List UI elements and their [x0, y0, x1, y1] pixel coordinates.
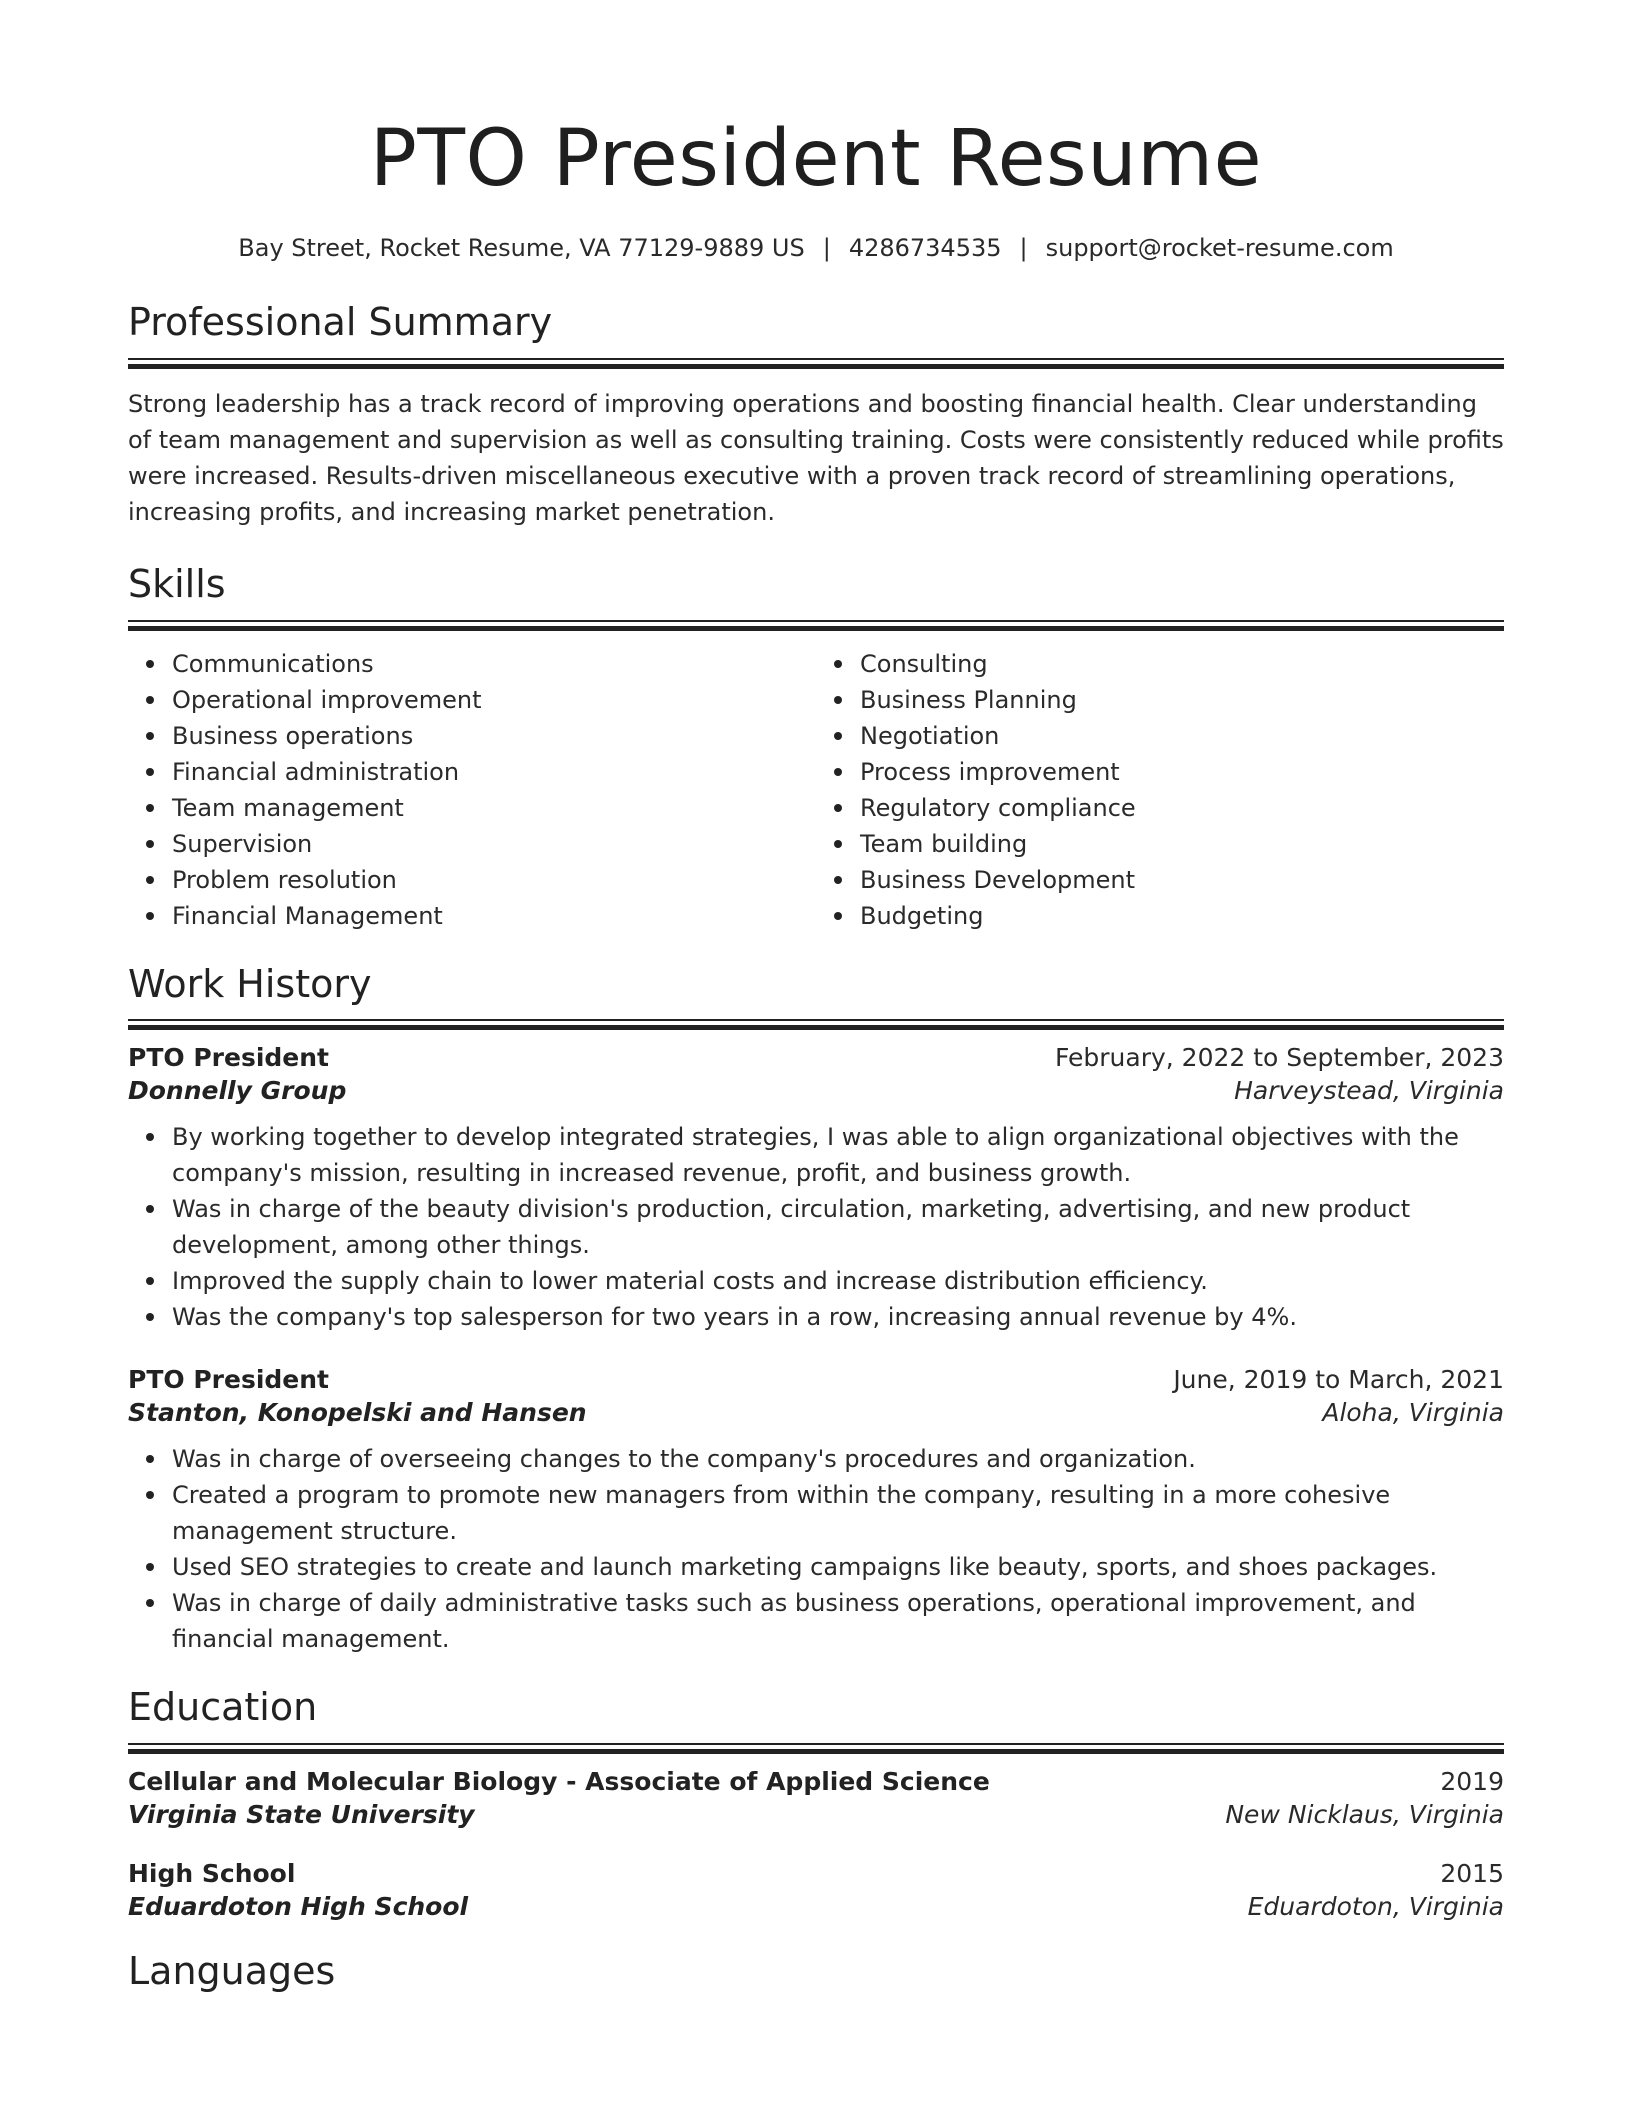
- skill-item: Business operations: [172, 718, 816, 754]
- education-degree: Cellular and Molecular Biology - Associate of Applied Science: [128, 1767, 990, 1797]
- skill-item: Operational improvement: [172, 682, 816, 718]
- job-header-row: [128, 1043, 1504, 1072]
- education-header-row: [128, 1859, 1504, 1888]
- job-bullet: Was in charge of overseeing changes to the company's procedures and organization.: [172, 1441, 1504, 1477]
- job-company-row: [128, 1076, 1504, 1105]
- job-company-row: [128, 1398, 1504, 1427]
- education-header-row: [128, 1767, 1504, 1796]
- skills-section: [128, 561, 1504, 934]
- work-history-section: [128, 961, 1504, 1658]
- education-section: [128, 1687, 1504, 1921]
- job-bullets: [128, 1441, 1504, 1657]
- skill-item: Financial administration: [172, 754, 816, 790]
- languages-section: [128, 1951, 1504, 1993]
- skill-item: Communications: [172, 646, 816, 682]
- skill-item: Business Planning: [860, 682, 1504, 718]
- job-entry: [128, 1365, 1504, 1657]
- section-title-education: Education: [128, 1685, 318, 1730]
- education-school-row: [128, 1800, 1504, 1829]
- job-bullets: [128, 1119, 1504, 1335]
- skill-item: Business Development: [860, 862, 1504, 898]
- education-school: Eduardoton High School: [128, 1892, 469, 1922]
- job-company: Stanton, Konopelski and Hansen: [128, 1398, 587, 1428]
- education-entry: [128, 1859, 1504, 1921]
- section-divider: [128, 358, 1504, 368]
- education-year: 2019: [1440, 1767, 1504, 1797]
- contact-phone: 4286734535: [848, 234, 1002, 262]
- education-school-row: [128, 1892, 1504, 1921]
- job-bullet: Improved the supply chain to lower material costs and increase distribution efficiency.: [172, 1263, 1504, 1299]
- job-bullet: Created a program to promote new managers from within the company, resulting in a more cohesive management structure.: [172, 1477, 1504, 1549]
- skill-item: Problem resolution: [172, 862, 816, 898]
- section-divider: [128, 620, 1504, 630]
- section-divider: [128, 1019, 1504, 1029]
- skill-item: Financial Management: [172, 898, 816, 934]
- section-title-work-history: Work History: [128, 961, 372, 1006]
- education-location: New Nicklaus, Virginia: [1225, 1800, 1504, 1830]
- skill-item: Team building: [860, 826, 1504, 862]
- job-title: PTO President: [128, 1365, 329, 1395]
- section-divider: [128, 1743, 1504, 1753]
- section-title-languages: Languages: [128, 1949, 336, 1994]
- summary-text: Strong leadership has a track record of improving operations and boosting financial health. Clear understanding of team management and supervision as well as consulting training. Costs were consistently reduced while profits were increased. Results-driven miscellaneous executive with a proven track record of streamlining operations, increasing profits, and increasing market penetration.: [128, 389, 1504, 526]
- job-company: Donnelly Group: [128, 1076, 347, 1106]
- contact-separator: |: [822, 234, 831, 262]
- summary-section: [128, 302, 1504, 530]
- education-location: Eduardoton, Virginia: [1247, 1892, 1504, 1922]
- contact-line: [128, 234, 1504, 262]
- contact-address: Bay Street, Rocket Resume, VA 77129-9889 US: [238, 234, 805, 262]
- job-header-row: [128, 1365, 1504, 1394]
- education-entry: [128, 1767, 1504, 1829]
- skills-columns: [128, 646, 1504, 934]
- education-degree: High School: [128, 1859, 296, 1889]
- skill-item: Team management: [172, 790, 816, 826]
- job-entry: [128, 1043, 1504, 1335]
- job-title: PTO President: [128, 1043, 329, 1073]
- job-bullet: Used SEO strategies to create and launch marketing campaigns like beauty, sports, and shoes packages.: [172, 1549, 1504, 1585]
- skills-column-right: [816, 646, 1504, 934]
- job-location: Harveystead, Virginia: [1234, 1076, 1504, 1106]
- skill-item: Supervision: [172, 826, 816, 862]
- job-location: Aloha, Virginia: [1322, 1398, 1504, 1428]
- skill-item: Process improvement: [860, 754, 1504, 790]
- skills-column-left: [128, 646, 816, 934]
- section-title-skills: Skills: [128, 561, 226, 606]
- section-title-summary: Professional Summary: [128, 300, 553, 344]
- skill-item: Regulatory compliance: [860, 790, 1504, 826]
- job-bullet: Was the company's top salesperson for two years in a row, increasing annual revenue by 4%.: [172, 1299, 1504, 1335]
- job-bullet: Was in charge of the beauty division's production, circulation, marketing, advertising, and new product development, among other things.: [172, 1191, 1504, 1263]
- contact-email: support@rocket-resume.com: [1045, 234, 1394, 262]
- skill-item: Negotiation: [860, 718, 1504, 754]
- job-dates: June, 2019 to March, 2021: [1173, 1365, 1504, 1395]
- skill-item: Consulting: [860, 646, 1504, 682]
- resume-title: PTO President Resume: [369, 114, 1263, 204]
- skill-item: Budgeting: [860, 898, 1504, 934]
- job-bullet: By working together to develop integrated strategies, I was able to align organizational objectives with the company's mission, resulting in increased revenue, profit, and business growth.: [172, 1119, 1504, 1191]
- job-dates: February, 2022 to September, 2023: [1055, 1043, 1504, 1073]
- education-year: 2015: [1440, 1859, 1504, 1889]
- contact-separator: |: [1019, 234, 1028, 262]
- education-school: Virginia State University: [128, 1800, 475, 1830]
- job-bullet: Was in charge of daily administrative tasks such as business operations, operational improvement, and financial management.: [172, 1585, 1504, 1657]
